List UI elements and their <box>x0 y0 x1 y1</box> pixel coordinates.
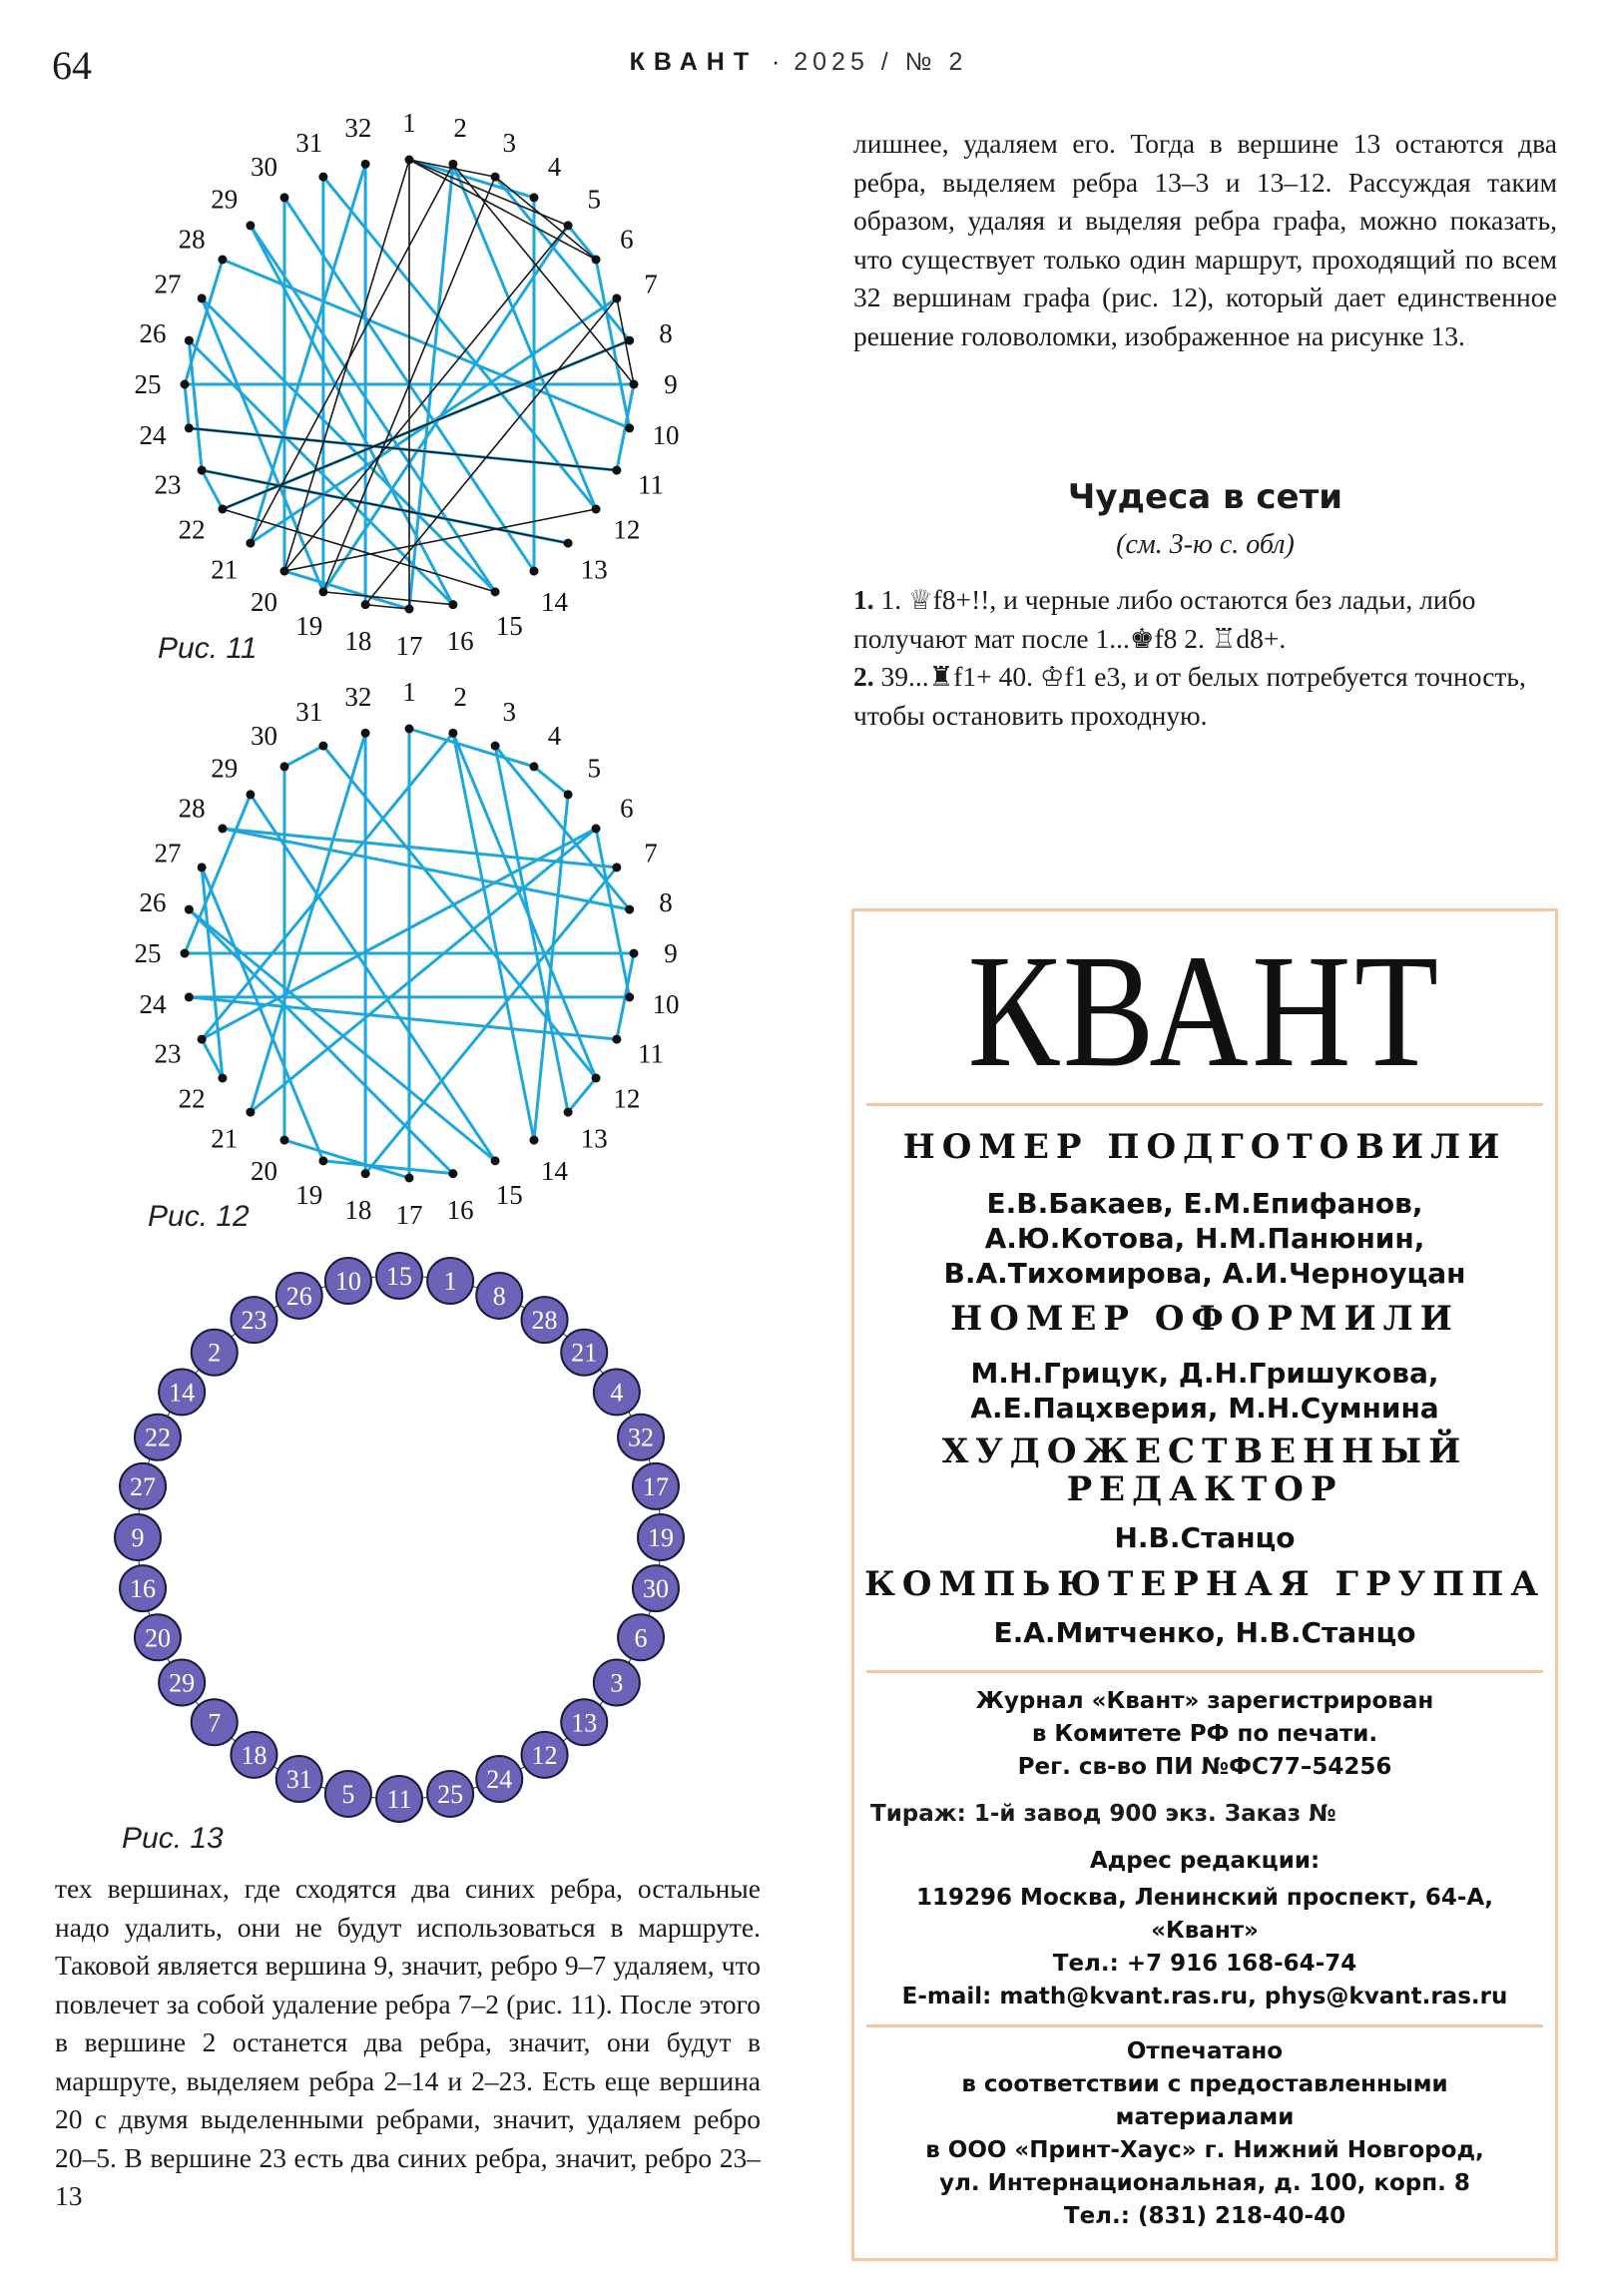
body-text-left <box>55 1870 761 2216</box>
designed-names <box>854 1356 1555 1426</box>
fig11-vertex-label: 8 <box>659 317 673 348</box>
name-line: М.Н.Грицук, Д.Н.Гришукова, <box>970 1357 1439 1390</box>
fig11-vertex-dot <box>564 221 573 230</box>
fig11-vertex-label: 13 <box>580 554 608 585</box>
fig11-vertex-label: 1 <box>402 108 416 138</box>
fig12-blue-edge-17-20 <box>284 1140 409 1178</box>
imprint-box <box>851 908 1558 2261</box>
fig12-vertex-label: 32 <box>344 682 372 713</box>
fig11-vertex-label: 23 <box>154 469 182 500</box>
heading-line: РЕДАКТОР <box>1066 1469 1343 1509</box>
name-line: Е.В.Бакаев, Е.М.Епифанов, <box>986 1187 1423 1220</box>
info-line: материалами <box>1115 2104 1295 2130</box>
fig11-vertex-label: 25 <box>134 369 162 399</box>
fig12-vertex-label: 28 <box>178 793 206 824</box>
answer-item <box>853 658 1557 735</box>
fig12-vertex-label: 2 <box>453 682 467 713</box>
divider <box>866 1103 1543 1106</box>
fig12-vertex-label: 21 <box>211 1123 239 1154</box>
fig11-vertex-dot <box>218 255 227 264</box>
fig11-vertex-label: 30 <box>250 152 277 183</box>
fig12-vertex-label: 16 <box>446 1194 474 1225</box>
fig12-vertex-dot <box>279 762 288 771</box>
info-line: в ООО «Принт-Хаус» г. Нижний Новгород, <box>925 2137 1484 2163</box>
fig12-vertex-label: 4 <box>547 721 562 752</box>
fig12-blue-edge-3-13 <box>495 746 568 1112</box>
fig13-bead-label: 5 <box>341 1779 355 1809</box>
fig13-bead-label: 14 <box>169 1378 196 1408</box>
fig11-vertex-dot <box>491 173 500 182</box>
fig11-vertex-label: 29 <box>211 184 239 215</box>
fig12-vertex-dot <box>218 1074 227 1083</box>
fig11-vertex-dot <box>612 293 621 302</box>
fig12-vertex-dot <box>564 790 573 799</box>
fig13-bead-label: 20 <box>144 1623 171 1653</box>
fig13-bead-label: 24 <box>486 1765 513 1795</box>
fig11-vertex-label: 24 <box>139 420 167 451</box>
fig11-vertex-label: 4 <box>547 152 562 183</box>
fig12-vertex-dot <box>530 1136 539 1145</box>
fig12-vertex-dot <box>318 742 327 751</box>
fig12-vertex-dot <box>612 1035 621 1044</box>
fig11-vertex-label: 20 <box>250 586 277 617</box>
fig11-vertex-label: 15 <box>495 611 523 642</box>
divider <box>866 2024 1543 2027</box>
info-line: в Комитете РФ по печати. <box>1031 1721 1378 1747</box>
fig11-vertex-dot <box>592 505 601 514</box>
fig11-vertex-dot <box>246 221 255 230</box>
fig12-vertex-dot <box>491 1156 500 1165</box>
fig13-bead-label: 31 <box>285 1765 312 1795</box>
fig11-vertex-label: 31 <box>295 127 323 158</box>
fig11-blue-edge-24-25 <box>185 384 189 428</box>
fig11-vertex-label: 22 <box>178 514 206 545</box>
answer-number: 2. <box>853 661 874 692</box>
fig11-vertex-label: 10 <box>652 420 680 451</box>
fig12-blue-edge-4-5 <box>534 767 568 795</box>
computer-group-heading: КОМПЬЮТЕРНАЯ ГРУППА <box>863 1564 1546 1604</box>
address-info <box>854 1882 1555 1948</box>
fig12-vertex-dot <box>592 1074 601 1083</box>
answer-number: 1. <box>853 584 874 615</box>
fig11-vertex-label: 11 <box>638 469 665 500</box>
fig12-vertex-dot <box>405 1174 414 1183</box>
fig11-vertex-dot <box>198 466 207 475</box>
fig13-bead-label: 17 <box>642 1471 669 1501</box>
fig13-bead-label: 18 <box>241 1740 267 1770</box>
fig13-bead-label: 19 <box>648 1523 674 1552</box>
info-line: в соответствии с предоставленными <box>961 2071 1448 2097</box>
fig11-vertex-dot <box>185 423 194 432</box>
fig12-vertex-dot <box>246 790 255 799</box>
divider <box>866 1670 1543 1673</box>
running-head <box>0 48 1597 77</box>
name-line: В.А.Тихомирова, А.И.Черноуцан <box>943 1257 1466 1290</box>
fig12-vertex-label: 29 <box>211 753 239 784</box>
fig13-bead-label: 27 <box>130 1471 157 1501</box>
paragraph: лишнее, удаляем его. Тогда в вершине 13 остаются два ребра, выделяем ребра 13–3 и 13–12. Рассуждая таким образом, удаляя и выделяя ребра графа, можно показать, что существует только один маршрут, проходящий по всем 32 вершинам графа (рис. 12), который дает единственное решение головоломки, изображенное на рисунке 13. <box>853 128 1557 351</box>
fig12-vertex-dot <box>361 1169 370 1178</box>
fig12-vertex-dot <box>279 1136 288 1145</box>
info-line: Рег. св-во ПИ №ФС77–54256 <box>1017 1754 1392 1780</box>
fig11-vertex-dot <box>185 336 194 345</box>
figure-13-cycle <box>110 1248 689 1827</box>
computer-group-names: Е.А.Митченко, Н.В.Станцо <box>993 1616 1416 1649</box>
figure-11-caption: Рис. 11 <box>158 632 258 665</box>
fig11-vertex-label: 5 <box>587 184 602 215</box>
fig11-vertex-label: 27 <box>154 269 182 299</box>
answer-text: 39...♜f1+ 40. ♔f1 e3, и от белых потребуется точность, чтобы остановить проходную. <box>853 661 1526 731</box>
fig12-vertex-dot <box>630 949 639 958</box>
fig11-blue-edge-1-4 <box>409 160 534 198</box>
fig13-bead-label: 25 <box>437 1779 464 1809</box>
paragraph: тех вершинах, где сходятся два синих ребра, остальные надо удалить, они не будут использоваться в маршруте. Таковой является вершина 9, значит, ребро 9–7 удаляем, что повлечет за собой удаление ребра 7–2 (рис. 11). После этого в вершине 2 останется два ребра, значит, они будут в маршруте, выделяем ребра 2–14 и 2–23. Есть еще вершина 20 с двумя выделенными ребрами, значит, удаляем ребро 20–5. В вершине 23 есть два синих ребра, значит, ребро 23–13 <box>55 1873 761 2211</box>
fig12-vertex-label: 5 <box>587 753 602 784</box>
chess-answers <box>853 581 1557 735</box>
fig12-vertex-dot <box>318 1156 327 1165</box>
fig11-blue-edge-5-6 <box>568 226 596 260</box>
fig11-vertex-dot <box>530 193 539 202</box>
fig11-vertex-label: 2 <box>453 113 467 144</box>
fig11-vertex-label: 18 <box>344 625 372 656</box>
fig11-vertex-label: 6 <box>620 224 634 255</box>
fig11-vertex-dot <box>564 539 573 548</box>
fig12-vertex-label: 19 <box>295 1180 323 1211</box>
fig12-vertex-dot <box>491 742 500 751</box>
fig11-vertex-label: 12 <box>613 514 641 545</box>
fig12-vertex-label: 11 <box>638 1038 665 1069</box>
circulation-info: Тираж: 1-й завод 900 экз. Заказ № <box>870 1801 1336 1827</box>
prepared-names <box>854 1186 1555 1291</box>
fig13-bead-label: 26 <box>285 1281 312 1311</box>
name-line: А.Е.Пацхверия, М.Н.Сумнина <box>970 1392 1439 1425</box>
fig12-vertex-label: 20 <box>250 1155 277 1186</box>
section-title: Чудеса в сети <box>1067 477 1343 517</box>
page-number: 64 <box>52 43 92 88</box>
fig12-vertex-label: 15 <box>495 1180 523 1211</box>
info-line: ул. Интернациональная, д. 100, корп. 8 <box>939 2170 1470 2196</box>
fig12-vertex-dot <box>185 992 194 1001</box>
fig12-vertex-label: 18 <box>344 1194 372 1225</box>
fig13-bead-label: 12 <box>531 1740 558 1770</box>
answer-item <box>853 581 1557 658</box>
fig12-vertex-label: 6 <box>620 793 634 824</box>
art-editor-name: Н.В.Станцо <box>1114 1521 1296 1554</box>
fig11-vertex-dot <box>361 160 370 169</box>
fig11-vertex-label: 3 <box>502 127 517 158</box>
body-text-right <box>853 125 1557 355</box>
fig11-vertex-dot <box>405 605 414 614</box>
fig12-blue-edge-30-31 <box>284 746 323 767</box>
section-subtitle: (см. 3-ю с. обл) <box>1116 529 1295 560</box>
fig12-vertex-label: 25 <box>134 938 162 968</box>
fig12-blue-edge-15-29 <box>251 795 495 1161</box>
fig12-blue-edge-6-10 <box>596 829 630 997</box>
fig12-vertex-label: 31 <box>295 696 323 727</box>
fig12-vertex-label: 8 <box>659 886 673 917</box>
fig12-vertex-label: 10 <box>652 989 680 1020</box>
fig11-blue-edge-19-27 <box>202 298 323 592</box>
fig13-bead-label: 22 <box>144 1423 171 1452</box>
fig11-vertex-label: 32 <box>344 113 372 144</box>
fig11-vertex-label: 21 <box>211 554 239 585</box>
figure-12-caption: Рис. 12 <box>148 1200 250 1233</box>
fig12-blue-edge-11-24 <box>189 997 617 1039</box>
fig11-vertex-dot <box>279 193 288 202</box>
prepared-heading: НОМЕР ПОДГОТОВИЛИ <box>902 1127 1507 1167</box>
fig12-vertex-label: 7 <box>644 838 658 868</box>
fig13-bead-label: 11 <box>386 1785 412 1814</box>
fig11-vertex-label: 17 <box>395 631 423 661</box>
fig12-vertex-dot <box>530 762 539 771</box>
fig13-bead-label: 7 <box>208 1708 222 1738</box>
fig12-vertex-dot <box>592 824 601 833</box>
figure-13-caption: Рис. 13 <box>122 1822 224 1855</box>
designed-heading: НОМЕР ОФОРМИЛИ <box>950 1299 1459 1339</box>
fig11-vertex-dot <box>318 587 327 596</box>
kvant-logo: КВАНТ <box>967 922 1442 1101</box>
fig11-blue-edge-21-32 <box>251 164 365 543</box>
fig12-vertex-label: 30 <box>250 721 277 752</box>
info-line: Отпечатано <box>1126 2038 1284 2064</box>
fig11-blue-edge-22-23 <box>202 470 223 509</box>
fig13-bead-label: 30 <box>642 1574 669 1604</box>
fig12-vertex-label: 22 <box>178 1083 206 1114</box>
fig12-vertex-label: 1 <box>402 677 416 707</box>
fig12-vertex-label: 27 <box>154 838 182 868</box>
fig12-vertex-dot <box>198 862 207 871</box>
name-line: А.Ю.Котова, Н.М.Панюнин, <box>984 1222 1425 1255</box>
fig11-vertex-dot <box>625 336 634 345</box>
fig12-blue-edge-1-4 <box>409 729 534 767</box>
fig11-black-edge-1-6 <box>409 160 596 260</box>
info-line: 119296 Москва, Ленинский проспект, 64-А, <box>916 1885 1493 1911</box>
fig12-vertex-dot <box>564 1108 573 1117</box>
fig11-vertex-dot <box>318 173 327 182</box>
magazine-name: КВАНТ <box>629 48 759 76</box>
fig11-black-edge-2-9 <box>453 164 634 384</box>
info-line: «Квант» <box>1151 1918 1259 1944</box>
fig13-bead-label: 4 <box>610 1378 624 1408</box>
fig12-vertex-dot <box>612 862 621 871</box>
fig12-vertex-label: 12 <box>613 1083 641 1114</box>
fig12-vertex-label: 24 <box>139 989 167 1020</box>
header-separator: · <box>772 48 781 76</box>
address-heading: Адрес редакции: <box>1089 1848 1321 1874</box>
fig11-vertex-dot <box>448 160 457 169</box>
fig11-vertex-label: 16 <box>446 625 474 656</box>
fig12-vertex-label: 26 <box>139 886 167 917</box>
fig12-vertex-dot <box>625 905 634 914</box>
fig11-vertex-dot <box>361 600 370 609</box>
email-info: E-mail: math@kvant.ras.ru, phys@kvant.ras.ru <box>901 1984 1508 2009</box>
fig13-bead-label: 23 <box>241 1306 267 1336</box>
figure-13-svg <box>110 1248 689 1827</box>
fig12-vertex-dot <box>218 824 227 833</box>
registration-info <box>854 1685 1555 1784</box>
fig11-vertex-dot <box>279 567 288 576</box>
fig11-vertex-label: 28 <box>178 224 206 255</box>
heading-line: ХУДОЖЕСТВЕННЫЙ <box>941 1432 1468 1471</box>
fig11-vertex-dot <box>592 255 601 264</box>
fig11-vertex-label: 19 <box>295 611 323 642</box>
fig13-bead-label: 28 <box>531 1306 558 1336</box>
answer-text: 1. ♕f8+!!, и черные либо остаются без ладьи, либо получают мат после 1...♚f8 2. ♖d8+. <box>853 584 1476 654</box>
printing-info <box>854 2035 1555 2233</box>
fig13-bead-label: 29 <box>169 1668 196 1698</box>
fig12-vertex-label: 14 <box>541 1155 569 1186</box>
fig11-blue-edge-17-20 <box>284 571 409 609</box>
fig12-vertex-label: 23 <box>154 1038 182 1069</box>
fig11-vertex-dot <box>530 567 539 576</box>
fig13-bead-label: 9 <box>131 1523 145 1552</box>
fig13-bead-label: 32 <box>628 1423 655 1452</box>
fig11-vertex-label: 7 <box>644 269 658 299</box>
fig13-bead-label: 8 <box>492 1281 506 1311</box>
fig13-bead-label: 2 <box>208 1338 222 1368</box>
fig11-vertex-dot <box>198 293 207 302</box>
fig12-vertex-label: 9 <box>664 938 678 968</box>
phone-info: Тел.: +7 916 168-64-74 <box>1052 1951 1357 1977</box>
fig11-vertex-label: 9 <box>664 369 678 399</box>
fig13-bead-label: 3 <box>610 1668 624 1698</box>
fig12-blue-edge-2-23 <box>202 733 453 1039</box>
fig12-blue-edge-21-32 <box>251 733 365 1112</box>
info-line: Тел.: (831) 218-40-40 <box>1063 2203 1346 2229</box>
fig11-vertex-label: 26 <box>139 317 167 348</box>
fig12-vertex-dot <box>198 1035 207 1044</box>
fig12-vertex-label: 13 <box>580 1123 608 1154</box>
issue-number: 2025 / № 2 <box>794 48 968 76</box>
fig12-vertex-dot <box>448 1169 457 1178</box>
fig11-vertex-label: 14 <box>541 586 569 617</box>
fig11-blue-edge-25-28 <box>185 260 223 384</box>
fig12-vertex-dot <box>181 949 190 958</box>
fig13-bead-label: 10 <box>334 1267 361 1297</box>
fig11-black-edge-3-6 <box>495 177 596 260</box>
fig13-bead-label: 13 <box>571 1708 598 1738</box>
fig11-vertex-dot <box>491 587 500 596</box>
info-line: Журнал «Квант» зарегистрирован <box>975 1688 1434 1714</box>
fig11-vertex-dot <box>612 466 621 475</box>
fig11-vertex-dot <box>405 156 414 165</box>
fig12-vertex-label: 3 <box>502 696 517 727</box>
fig12-vertex-label: 17 <box>395 1200 423 1230</box>
fig12-vertex-dot <box>361 729 370 738</box>
fig11-vertex-dot <box>218 505 227 514</box>
fig12-vertex-dot <box>405 725 414 734</box>
fig11-vertex-dot <box>246 539 255 548</box>
fig12-vertex-dot <box>625 992 634 1001</box>
fig12-vertex-dot <box>185 905 194 914</box>
fig11-vertex-dot <box>181 380 190 389</box>
art-editor-heading <box>854 1433 1555 1508</box>
fig12-blue-edge-12-13 <box>568 1078 596 1112</box>
fig13-bead-label: 16 <box>130 1574 157 1604</box>
fig11-vertex-dot <box>625 423 634 432</box>
fig13-bead-label: 6 <box>634 1623 648 1653</box>
fig13-bead-label: 15 <box>386 1262 412 1291</box>
fig12-vertex-dot <box>246 1108 255 1117</box>
fig11-vertex-dot <box>448 600 457 609</box>
fig13-bead-label: 21 <box>571 1338 598 1368</box>
fig13-bead-label: 1 <box>443 1267 457 1297</box>
fig11-vertex-dot <box>630 380 639 389</box>
fig12-vertex-dot <box>448 729 457 738</box>
